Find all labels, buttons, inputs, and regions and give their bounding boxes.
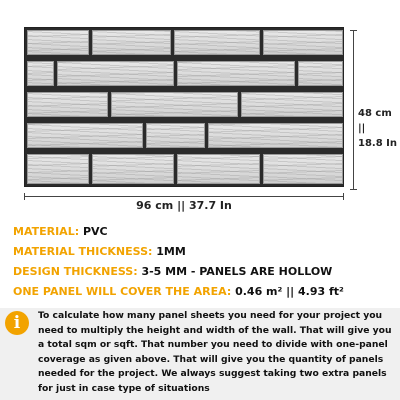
plank xyxy=(177,154,260,184)
plank xyxy=(177,61,295,86)
plank xyxy=(146,123,205,148)
info-text: To calculate how many panel sheets you need for your project you need to multiply the height and width of the wall. That will give you a total sqm or sqft. That number you need to divide with one-panel coverage as given above. That will give you the quantity of panels needed for the project. We always suggest taking two extra panels for just in case type of situations xyxy=(38,310,392,394)
plank xyxy=(298,61,343,86)
width-dimension-line xyxy=(24,196,344,197)
spec-design-thickness xyxy=(13,262,393,282)
spec-list xyxy=(13,222,393,302)
plank xyxy=(208,123,343,148)
height-metric: 48 cm || xyxy=(358,108,392,134)
spec-material-thickness xyxy=(13,242,393,262)
info-box xyxy=(0,308,400,400)
plank xyxy=(111,92,238,117)
plank-row xyxy=(27,92,341,117)
plank xyxy=(27,123,143,148)
plank xyxy=(27,30,89,55)
plank xyxy=(174,30,260,55)
spec-value: 0.46 m² || 4.93 ft² xyxy=(235,285,344,298)
spec-label: MATERIAL THICKNESS: xyxy=(13,245,153,258)
spec-label: MATERIAL: xyxy=(13,225,80,238)
spec-label: DESIGN THICKNESS: xyxy=(13,265,138,278)
plank xyxy=(27,61,54,86)
plank xyxy=(263,30,343,55)
plank xyxy=(27,154,89,184)
plank xyxy=(92,30,171,55)
info-icon: i xyxy=(5,311,29,335)
plank-row xyxy=(27,123,341,148)
plank xyxy=(27,92,108,117)
panel-illustration xyxy=(24,27,344,187)
plank-row xyxy=(27,30,341,55)
spec-value: 1MM xyxy=(156,245,186,258)
height-imperial: 18.8 In xyxy=(358,138,397,149)
plank xyxy=(263,154,343,184)
spec-value: 3-5 MM - PANELS ARE HOLLOW xyxy=(141,265,333,278)
spec-coverage xyxy=(13,282,393,302)
height-dimension-line xyxy=(353,30,354,190)
spec-label: ONE PANEL WILL COVER THE AREA: xyxy=(13,285,232,298)
plank xyxy=(241,92,343,117)
spec-material xyxy=(13,222,393,242)
plank xyxy=(57,61,174,86)
spec-value: PVC xyxy=(82,225,108,238)
width-dimension-label: 96 cm || 37.7 In xyxy=(136,199,232,212)
plank-row xyxy=(27,61,341,86)
height-dimension-label xyxy=(358,106,400,151)
plank-row xyxy=(27,154,341,184)
plank xyxy=(92,154,174,184)
